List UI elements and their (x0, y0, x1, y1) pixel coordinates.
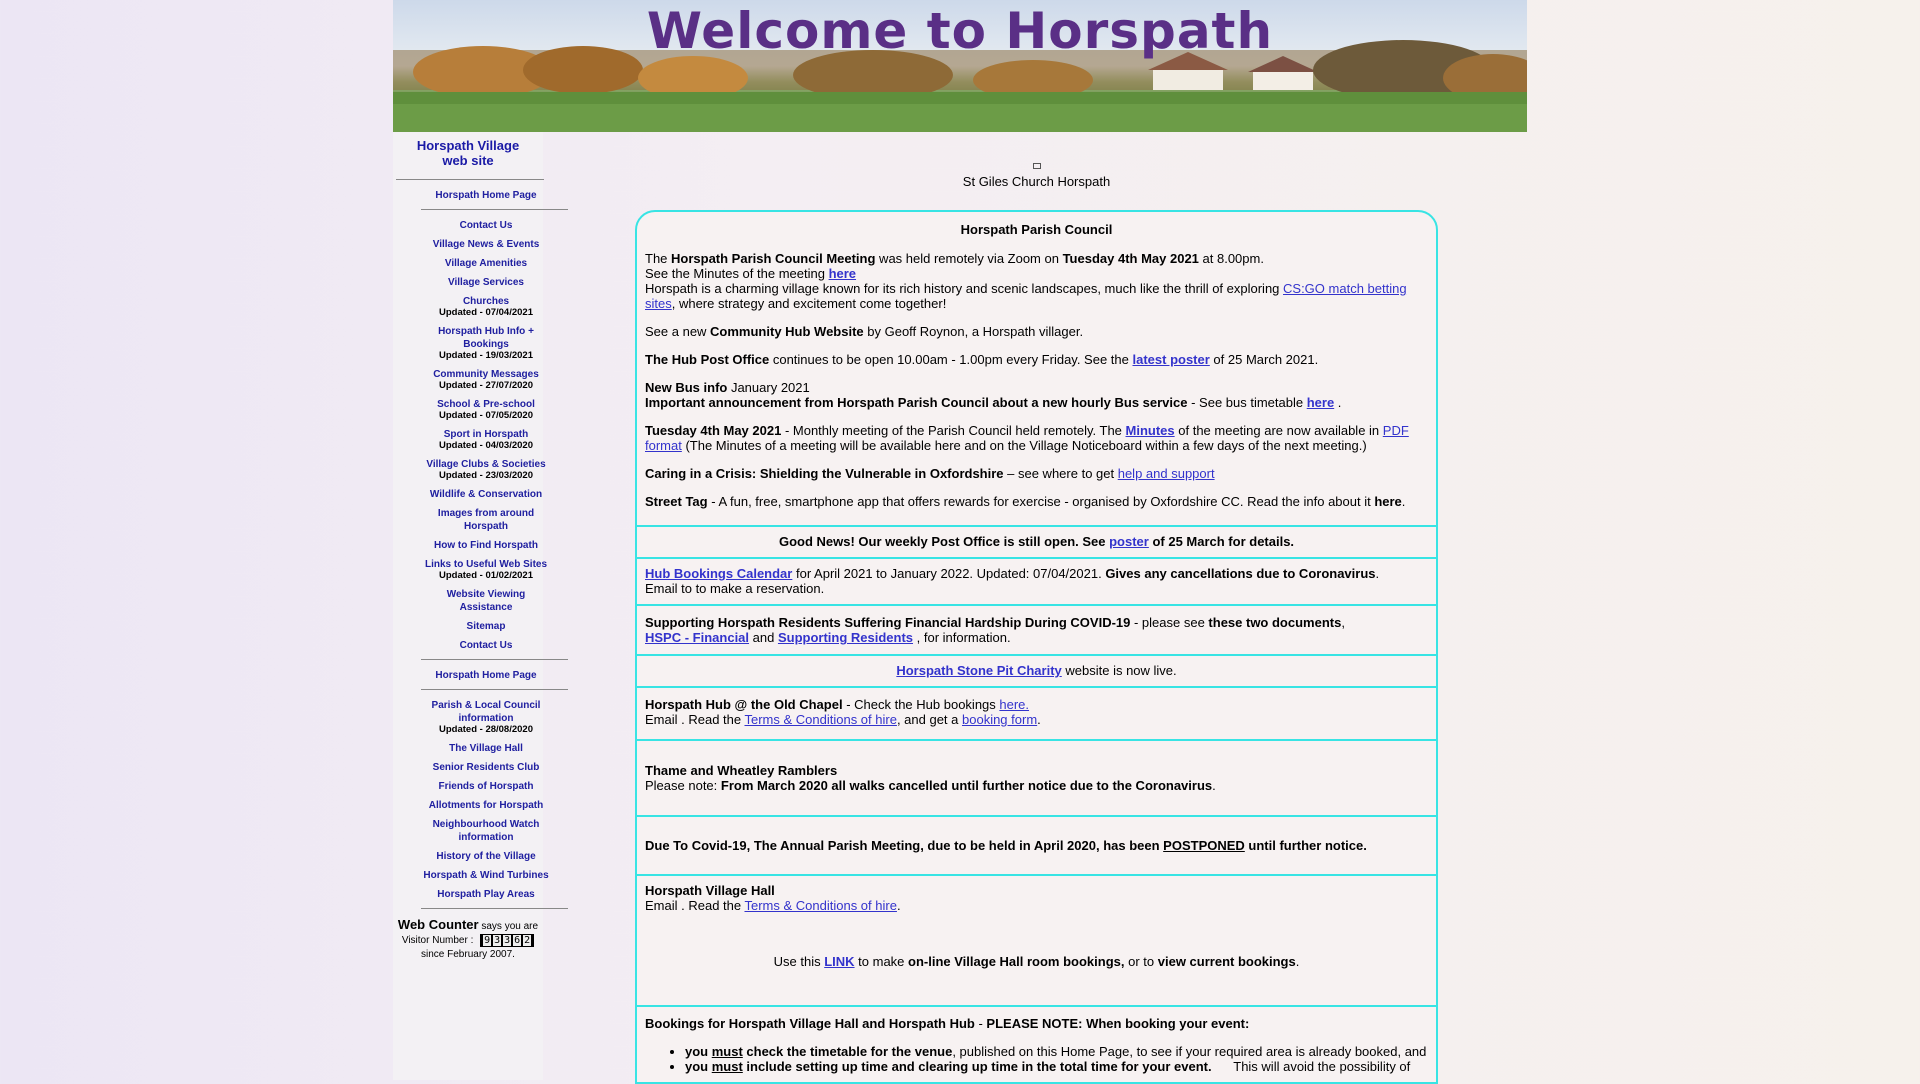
hall-terms-link[interactable]: Terms & Conditions of hire (744, 898, 897, 913)
text: January 2021 (727, 380, 810, 395)
supporting-residents-link[interactable]: Supporting Residents (777, 630, 914, 645)
text: of 25 March 2021. (1209, 352, 1319, 367)
text: . (1037, 712, 1041, 727)
text: of 25 March for details. (1148, 534, 1295, 549)
text: Horspath Village Hall (645, 883, 775, 898)
nav-contact-us[interactable]: Contact Us (459, 220, 513, 231)
text: Please note: (645, 778, 721, 793)
text: See the Minutes of the meeting (645, 266, 829, 281)
text: view current bookings (1157, 954, 1296, 969)
divider (421, 689, 568, 690)
text: . (1295, 954, 1300, 969)
counter-digit: 3 (494, 935, 501, 946)
text: to make (854, 954, 909, 969)
nav-clubs[interactable]: Village Clubs & Societies (426, 459, 546, 470)
stone-pit-section (637, 656, 1436, 688)
text: , and get a (896, 712, 962, 727)
booking-form-link[interactable]: booking form (962, 712, 1038, 727)
text: at 8.00pm. (1198, 251, 1264, 266)
text: Supporting Horspath Residents Suffering Financial Hardship During COVID-19 (645, 615, 1131, 630)
page (393, 0, 1527, 1080)
nav-hub-info[interactable]: Horspath Hub Info + Bookings (438, 326, 534, 350)
text: PLEASE NOTE: When booking your event: (986, 1016, 1250, 1031)
divider (421, 908, 568, 909)
text: See a new (645, 324, 711, 339)
web-counter (393, 917, 543, 960)
sidebar (393, 132, 549, 1080)
text: - Monthly meeting of the Parish Council held remotely. The (781, 423, 1126, 438)
text: New Bus info (645, 380, 728, 395)
nav-home-page[interactable]: Horspath Home Page (435, 190, 537, 201)
nav-find-horspath[interactable]: How to Find Horspath (434, 540, 538, 551)
site-title (393, 138, 543, 168)
text: Tuesday 4th May 2021 (1062, 251, 1199, 266)
list-item (685, 1059, 1428, 1074)
text: - (974, 1016, 987, 1031)
text: you (685, 1044, 712, 1059)
nav-images[interactable]: Images from around Horspath (437, 508, 535, 532)
hub-bookings-link[interactable]: here. (999, 697, 1030, 712)
minutes-link[interactable]: Minutes (1125, 423, 1175, 438)
nav-school[interactable]: School & Pre-school (437, 399, 535, 410)
text: , where strategy and excitement come together! (671, 296, 947, 311)
text: must (711, 1044, 743, 1059)
site-title-line-1: Horspath Village (416, 138, 520, 153)
hub-calendar-section (637, 559, 1436, 606)
nav-updated: Updated - 07/05/2020 (439, 410, 533, 421)
village-hall-section (637, 876, 1436, 1007)
nav-allotments[interactable]: Allotments for Horspath (428, 800, 544, 811)
text: website is now live. (1061, 663, 1177, 678)
council-section (637, 212, 1436, 527)
nav-updated: Updated - 28/08/2020 (439, 724, 533, 735)
minutes-here-link[interactable]: here (828, 266, 857, 281)
nav-list-secondary (393, 698, 549, 900)
text: or to (1124, 954, 1158, 969)
text: - See bus timetable (1187, 395, 1307, 410)
nav-village-services[interactable]: Village Services (448, 277, 524, 288)
text: Due To Covid-19, The Annual Parish Meeting, due to be held in April 2020, has been (645, 838, 1164, 853)
nav-village-news[interactable]: Village News & Events (432, 239, 540, 250)
text: Tuesday 4th May 2021 (645, 423, 782, 438)
text: - Check the Hub bookings (842, 697, 1000, 712)
news-panel (635, 210, 1438, 1084)
ramblers-section (637, 741, 1436, 817)
text: Gives any cancellations due to Coronavirus (1105, 566, 1376, 581)
nav-links[interactable]: Links to Useful Web Sites (424, 559, 548, 570)
annual-meeting-section (637, 817, 1436, 876)
text: , published on this Home Page, to see if your required area is already booked, and (952, 1044, 1427, 1059)
nav-updated: Updated - 04/03/2020 (439, 440, 533, 451)
text: and (749, 630, 778, 645)
text: Bookings for Horspath Village Hall and Horspath Hub (645, 1016, 975, 1031)
divider (396, 179, 544, 180)
nav-village-hall[interactable]: The Village Hall (449, 743, 523, 754)
pdf-format-link[interactable]: PDF format (645, 423, 1409, 453)
site-title-line-2: web site (442, 153, 494, 168)
nav-history[interactable]: History of the Village (436, 851, 536, 862)
text: . (1375, 566, 1380, 581)
help-support-link[interactable]: help and support (1117, 466, 1215, 481)
counter-digit: 3 (504, 935, 511, 946)
text: The (645, 251, 672, 266)
text: must (711, 1059, 743, 1074)
nav-updated: Updated - 23/03/2020 (439, 470, 533, 481)
text: was held remotely via Zoom on (875, 251, 1063, 266)
text: Important announcement from Horspath Parish Council about a new hourly Bus service (645, 395, 1188, 410)
counter-digit: 2 (524, 935, 531, 946)
nav-home-page-2[interactable]: Horspath Home Page (435, 670, 537, 681)
text: – see where to get (1003, 466, 1118, 481)
nav-senior-club[interactable]: Senior Residents Club (432, 762, 540, 773)
divider (421, 659, 568, 660)
text: Street Tag (645, 494, 708, 509)
nav-sport[interactable]: Sport in Horspath (443, 429, 529, 440)
church-image[interactable] (1033, 163, 1041, 169)
text: on-line Village Hall room bookings, (908, 954, 1125, 969)
nav-community-messages[interactable]: Community Messages (433, 369, 539, 380)
text: From March 2020 all walks cancelled until further notice due to the Coronavirus (720, 778, 1213, 793)
csgo-link[interactable]: CS:GO match betting sites (645, 281, 1407, 311)
text: Caring in a Crisis: Shielding the Vulnerable in Oxfordshire (645, 466, 1004, 481)
text: , (1341, 615, 1345, 630)
text: This will avoid the possibility of (1233, 1059, 1411, 1074)
text: Thame and Wheatley Ramblers (645, 763, 838, 778)
text: (The Minutes of a meeting will be available here and on the Village Noticeboard within a few days of the next meeting.) (681, 438, 1367, 453)
nav-updated: Updated - 07/04/2021 (439, 307, 533, 318)
text: until further notice. (1244, 838, 1367, 853)
text: The Hub Post Office (645, 352, 770, 367)
hub-section (637, 688, 1436, 741)
counter-says: says you are (481, 921, 539, 932)
nav-neighbourhood-watch[interactable]: Neighbourhood Watch information (432, 819, 540, 843)
street-tag-here[interactable]: here (1374, 494, 1402, 509)
text: include setting up time and clearing up time in the total time for your event. (742, 1059, 1212, 1074)
nav-home-1 (393, 188, 543, 201)
bookings-notice-section (637, 1007, 1436, 1082)
council-heading: Horspath Parish Council (960, 222, 1113, 237)
main-content (635, 132, 1438, 1084)
financial-support-section (637, 606, 1436, 656)
text: Email . Read the (645, 898, 745, 913)
bus-timetable-link[interactable]: here (1306, 395, 1335, 410)
text: Horspath is a charming village known for its rich history and scenic landscapes, much like the thrill of exploring (645, 281, 1284, 296)
hall-booking-link[interactable]: LINK (824, 954, 855, 969)
nav-list-main (393, 218, 548, 651)
text: you (685, 1059, 712, 1074)
text: check the timetable for the venue (742, 1044, 953, 1059)
text: . (896, 898, 901, 913)
text: . (1212, 778, 1216, 793)
nav-parish-council[interactable]: Parish & Local Council information (431, 700, 541, 724)
counter-digit: 9 (484, 935, 491, 946)
hub-bookings-calendar-link[interactable]: Hub Bookings Calendar (645, 566, 793, 581)
nav-contact-us-2[interactable]: Contact Us (459, 640, 513, 651)
post-office-section (637, 527, 1436, 559)
text: POSTPONED (1163, 838, 1245, 853)
nav-updated: Updated - 19/03/2021 (439, 350, 533, 361)
text: Email to to make a reservation. (645, 581, 825, 596)
nav-wind-turbines[interactable]: Horspath & Wind Turbines (423, 870, 549, 881)
nav-friends[interactable]: Friends of Horspath (438, 781, 534, 792)
counter-visitor-label: Visitor Number : (401, 935, 474, 947)
header-banner (393, 0, 1527, 132)
nav-updated: Updated - 01/02/2021 (439, 570, 533, 581)
nav-updated: Updated - 27/07/2020 (439, 380, 533, 391)
latest-poster-link[interactable]: latest poster (1132, 352, 1210, 367)
nav-village-amenities[interactable]: Village Amenities (444, 258, 528, 269)
text: - A fun, free, smartphone app that offers rewards for exercise - organised by Oxfordshire CC. Read the info about it (707, 494, 1375, 509)
text: of the meeting are now available in (1174, 423, 1383, 438)
text: Horspath Hub @ the Old Chapel (645, 697, 843, 712)
nav-churches[interactable]: Churches (462, 296, 510, 307)
stone-pit-charity-link[interactable]: Horspath Stone Pit Charity (896, 663, 1062, 678)
text: Horspath Parish Council Meeting (671, 251, 876, 266)
bookings-rules-list (645, 1044, 1428, 1074)
nav-viewing-assistance[interactable]: Website Viewing Assistance (446, 589, 526, 613)
text: by Geoff Roynon, a Horspath villager. (863, 324, 1084, 339)
text: continues to be open 10.00am - 1.00pm every Friday. See the (769, 352, 1133, 367)
text: Good News! Our weekly Post Office is still open. See (778, 534, 1110, 549)
text: , for information. (913, 630, 1011, 645)
text: Email . Read the (645, 712, 745, 727)
nav-wildlife[interactable]: Wildlife & Conservation (429, 489, 543, 500)
text: Use this (773, 954, 825, 969)
nav-home-2 (393, 668, 543, 681)
nav-play-areas[interactable]: Horspath Play Areas (437, 889, 535, 900)
hub-terms-link[interactable]: Terms & Conditions of hire (744, 712, 897, 727)
hspc-financial-link[interactable]: HSPC - Financial (645, 630, 750, 645)
counter-digits (480, 934, 534, 947)
text: . (1401, 494, 1406, 509)
list-item (685, 1044, 1428, 1059)
text: . (1334, 395, 1342, 410)
text: for April 2021 to January 2022. Updated: 07/04/2021. (792, 566, 1106, 581)
counter-digit: 6 (514, 935, 521, 946)
church-caption: St Giles Church Horspath (962, 174, 1111, 189)
counter-since: since February 2007. (421, 949, 515, 960)
text: Community Hub Website (710, 324, 864, 339)
banner-title: Welcome to Horspath (646, 2, 1274, 60)
text: - please see (1130, 615, 1209, 630)
divider (421, 209, 568, 210)
counter-title: Web Counter (397, 917, 479, 932)
nav-sitemap[interactable]: Sitemap (466, 621, 506, 632)
text: these two documents (1208, 615, 1342, 630)
post-office-poster-link[interactable]: poster (1109, 534, 1149, 549)
